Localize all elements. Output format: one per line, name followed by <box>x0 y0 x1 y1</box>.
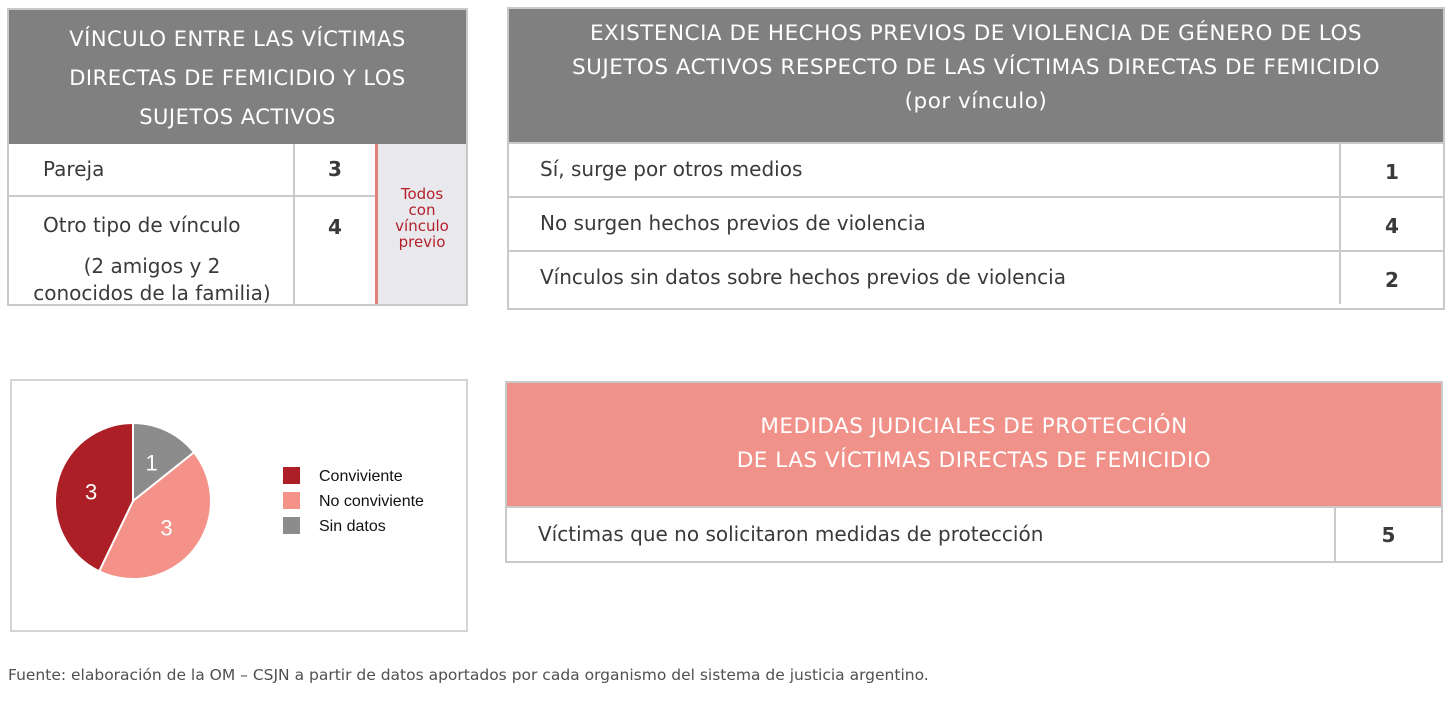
row-label: Sí, surge por otros medios <box>540 157 803 181</box>
row-label: No surgen hechos previos de violencia <box>540 211 926 235</box>
pie-slice-label: 3 <box>160 515 173 541</box>
legend-label: Conviviente <box>319 468 403 485</box>
legend-swatch <box>283 467 300 484</box>
row-label-pareja: Pareja <box>9 144 295 197</box>
pie-slice-label: 3 <box>85 479 98 505</box>
side-note: Todos con vínculo previo <box>375 144 466 304</box>
row-label: Víctimas que no solicitaron medidas de protección <box>538 522 1044 546</box>
hechos-previos-panel <box>507 7 1445 310</box>
table-row <box>509 196 1443 250</box>
row-value: 4 <box>1339 198 1443 250</box>
row-value-otro-vinculo: 4 <box>328 215 342 239</box>
table-row <box>509 142 1443 196</box>
legend-swatch <box>283 517 300 534</box>
vinculo-panel <box>7 8 468 306</box>
hechos-previos-title: EXISTENCIA DE HECHOS PREVIOS DE VIOLENCIA DE GÉNERO DE LOS SUJETOS ACTIVOS RESPECTO DE LAS VÍCTIMAS DIRECTAS DE FEMICIDIO (por vínculo) <box>509 9 1443 142</box>
row-value: 5 <box>1334 508 1441 561</box>
pie-chart <box>12 381 466 630</box>
medidas-panel <box>505 381 1443 563</box>
pie-slice-label: 1 <box>145 450 158 476</box>
vinculo-title: VÍNCULO ENTRE LAS VÍCTIMAS DIRECTAS DE FEMICIDIO Y LOS SUJETOS ACTIVOS <box>9 10 466 144</box>
row-value-pareja: 3 <box>295 144 375 197</box>
row-label: Vínculos sin datos sobre hechos previos de violencia <box>540 265 1066 289</box>
table-row <box>509 250 1443 304</box>
table-row <box>507 506 1441 561</box>
row-value: 2 <box>1339 252 1443 304</box>
row-sublabel-otro-vinculo: (2 amigos y 2 conocidos de la familia) <box>33 254 271 305</box>
source-note: Fuente: elaboración de la OM – CSJN a partir de datos aportados por cada organismo del sistema de justicia argentino. <box>8 666 929 684</box>
medidas-title: MEDIDAS JUDICIALES DE PROTECCIÓN DE LAS VÍCTIMAS DIRECTAS DE FEMICIDIO <box>507 383 1441 506</box>
row-value: 1 <box>1339 144 1443 196</box>
row-label-otro-vinculo: Otro tipo de vínculo (2 amigos y 2 conocidos de la familia) <box>9 197 295 304</box>
legend-label: Sin datos <box>319 518 386 535</box>
legend-label: No conviviente <box>319 493 424 510</box>
pie-chart-panel <box>10 379 468 632</box>
legend-swatch <box>283 492 300 509</box>
